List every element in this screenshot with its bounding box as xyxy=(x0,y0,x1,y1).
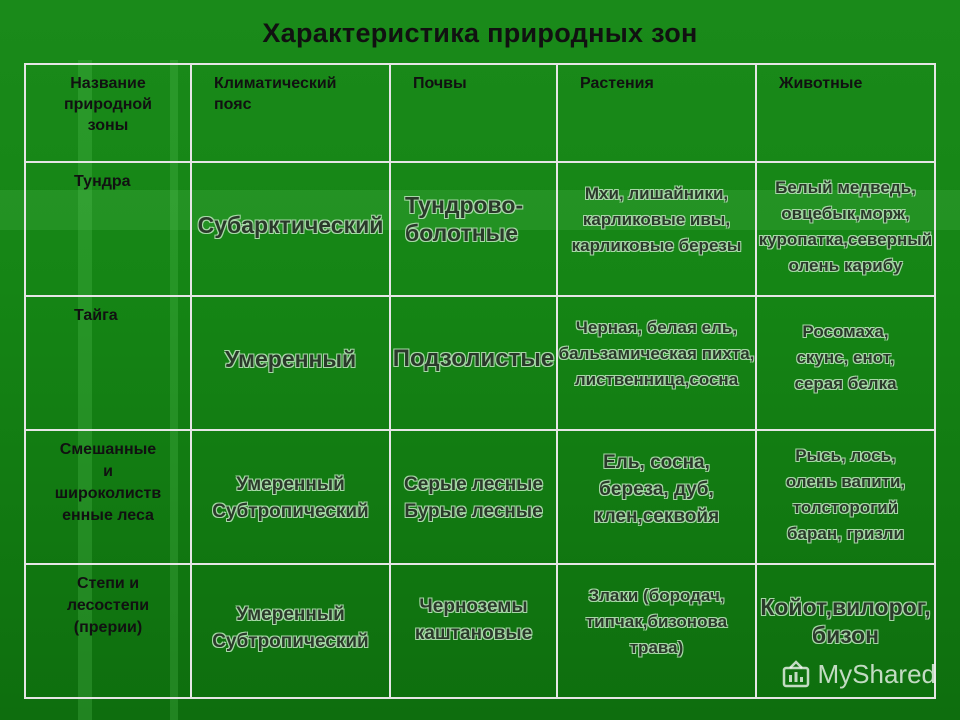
zone-name: Смешанные и широколиств енные леса xyxy=(54,441,162,524)
climate-cell xyxy=(191,162,390,296)
table-row xyxy=(25,296,935,430)
slide-title: Характеристика природных зон xyxy=(262,18,698,48)
climate-value: Умеренный Субтропический xyxy=(212,474,369,522)
header-climate xyxy=(191,64,390,162)
animals-cell xyxy=(756,296,935,430)
animals-cell xyxy=(756,162,935,296)
animals-value: Койот,вилорог, бизон xyxy=(760,594,931,648)
climate-cell xyxy=(191,430,390,564)
table-header-row xyxy=(25,64,935,162)
climate-cell xyxy=(191,296,390,430)
soil-value: Черноземы каштановые xyxy=(414,596,533,644)
soil-cell xyxy=(390,296,557,430)
animals-cell xyxy=(756,430,935,564)
plants-value: Мхи, лишайники, карликовые ивы, карликовые березы xyxy=(571,184,742,255)
animals-value: Росомаха, скунс, енот, серая белка xyxy=(794,322,897,393)
plants-value: Злаки (бородач, типчак,бизонова трава) xyxy=(585,586,728,657)
climate-value: Субарктический xyxy=(197,212,384,238)
animals-value: Рысь, лось, олень вапити, толсторогий баран, гризли xyxy=(785,446,906,543)
zone-name-cell xyxy=(25,430,191,564)
plants-value: Черная, белая ель, бальзамическая пихта, лиственница,сосна xyxy=(558,318,755,389)
header-label: Название природной зоны xyxy=(63,75,153,134)
myshared-watermark xyxy=(780,658,937,690)
soil-cell xyxy=(390,564,557,698)
zone-name: Степи и лесостепи (прерии) xyxy=(66,575,150,636)
plants-value: Ель, сосна, береза, дуб, клен,секвойя xyxy=(593,452,720,527)
header-label: Растения xyxy=(580,75,654,92)
header-animals xyxy=(756,64,935,162)
soil-cell xyxy=(390,162,557,296)
zone-name-cell xyxy=(25,564,191,698)
soil-value: Серые лесные Бурые лесные xyxy=(404,474,543,522)
header-soil xyxy=(390,64,557,162)
soil-value: Тундрово- болотные xyxy=(405,192,524,246)
animals-value: Белый медведь, овцебык,морж, куропатка,северный олень карибу xyxy=(758,178,933,275)
plants-cell xyxy=(557,430,756,564)
zone-name: Тайга xyxy=(74,307,118,324)
zone-name: Тундра xyxy=(74,173,131,190)
table-row xyxy=(25,162,935,296)
header-plants xyxy=(557,64,756,162)
soil-value: Подзолистые xyxy=(392,345,555,372)
plants-cell xyxy=(557,296,756,430)
climate-value: Умеренный xyxy=(224,346,357,372)
header-label: Климатический пояс xyxy=(214,75,337,113)
table-row xyxy=(25,430,935,564)
plants-cell xyxy=(557,564,756,698)
header-zone-name xyxy=(25,64,191,162)
zones-table xyxy=(24,63,936,699)
zone-name-cell xyxy=(25,296,191,430)
zone-name-cell xyxy=(25,162,191,296)
plants-cell xyxy=(557,162,756,296)
climate-value: Умеренный Субтропический xyxy=(212,604,369,652)
header-label: Животные xyxy=(779,75,863,92)
soil-cell xyxy=(390,430,557,564)
watermark-text: MyShared xyxy=(817,658,936,689)
climate-cell xyxy=(191,564,390,698)
myshared-logo-icon xyxy=(780,658,812,690)
header-label: Почвы xyxy=(413,75,467,92)
